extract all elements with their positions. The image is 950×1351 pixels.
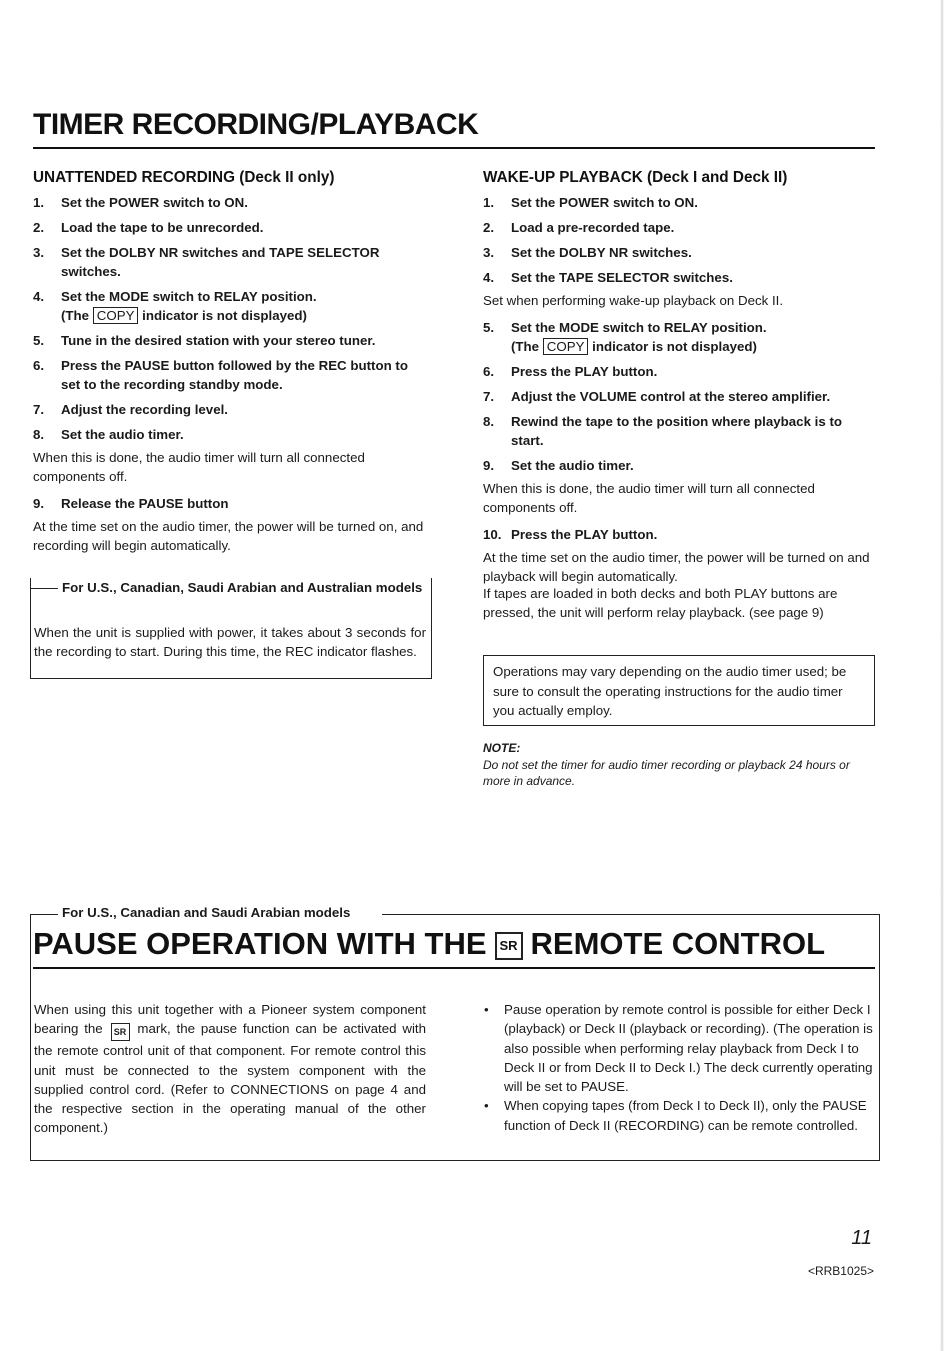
- step-text: Press the PLAY button.: [511, 364, 658, 379]
- step-text: Set the audio timer.: [511, 458, 634, 473]
- title-text-start: PAUSE OPERATION WITH THE: [33, 926, 487, 961]
- page-number: 11: [851, 1227, 872, 1249]
- step-2: [483, 218, 875, 237]
- step-1: [33, 193, 425, 212]
- section-title-rule: [33, 967, 875, 969]
- step-8: [33, 425, 425, 444]
- step-number: 9.: [33, 496, 45, 511]
- step-9: [483, 456, 875, 475]
- copy-indicator-label: COPY: [93, 307, 139, 324]
- list-item: • When copying tapes (from Deck I to Deck II), only the PAUSE function of Deck II (RECORDING) can be remote controlled.: [484, 1096, 876, 1135]
- step-number: 3.: [483, 245, 495, 260]
- step-text: Release the PAUSE button: [61, 496, 229, 511]
- title-text-end: REMOTE CONTROL: [530, 926, 826, 961]
- step-2: [33, 218, 425, 237]
- step-number: 6.: [33, 358, 45, 373]
- models-label: For U.S., Canadian and Saudi Arabian models: [62, 905, 351, 920]
- step-4: [33, 287, 425, 325]
- step-text: Press the PAUSE button followed by the REC button to set to the recording standby mode.: [61, 358, 408, 392]
- step-text: Adjust the recording level.: [61, 402, 228, 417]
- note-label: NOTE:: [483, 741, 521, 755]
- sr-mark-icon: SR: [111, 1023, 130, 1041]
- step-number: 5.: [483, 320, 495, 335]
- step-text: Set the audio timer.: [61, 427, 184, 442]
- step-5: [33, 331, 425, 350]
- step-8: [483, 412, 875, 450]
- page-title: TIMER RECORDING/PLAYBACK: [33, 108, 479, 141]
- system-remote-description: [34, 1000, 426, 1138]
- step-number: 5.: [33, 333, 45, 348]
- step-text: Set the MODE switch to RELAY position.: [61, 289, 317, 304]
- scan-edge-shadow: [940, 0, 944, 1351]
- step-text: Set the POWER switch to ON.: [511, 195, 698, 210]
- note-suffix: indicator is not displayed): [142, 308, 307, 323]
- step-text: Rewind the tape to the position where playback is to start.: [511, 414, 842, 448]
- wake-up-playback-heading: WAKE-UP PLAYBACK (Deck I and Deck II): [483, 169, 788, 186]
- step-number: 2.: [483, 220, 495, 235]
- description-text-end: mark, the pause function can be activated with the remote control unit of that component. For remote control this unit must be connected to the system component with the supplied control cord. (Refer to CONNECTIONS on page 4 and the respective section in the operating manual of the other component.): [34, 1021, 426, 1136]
- step-number: 3.: [33, 245, 45, 260]
- step-3: [33, 243, 425, 281]
- step-9-explanation: When this is done, the audio timer will turn all connected components off.: [483, 481, 815, 515]
- list-item: • Pause operation by remote control is possible for either Deck I (playback) or Deck II (playback or recording). (The operation is also possible when performing relay playback from Deck I to Deck II or from Deck II to Deck I.) The deck currently operating will be set to PAUSE.: [484, 1000, 876, 1096]
- step-number: 9.: [483, 458, 495, 473]
- wake-up-playback-section: [483, 168, 875, 630]
- description-text-start: When using this unit together with a Pioneer system component bearing the: [34, 1002, 426, 1037]
- step-7: [33, 400, 425, 419]
- step-text: Set the MODE switch to RELAY position.: [511, 320, 767, 335]
- step-number: 1.: [483, 195, 495, 210]
- step-7: [483, 387, 875, 406]
- step-number: 8.: [483, 414, 495, 429]
- pause-notes-list: [484, 1000, 876, 1135]
- step-number: 4.: [483, 270, 495, 285]
- step-number: 10.: [483, 527, 502, 542]
- note-text: Do not set the timer for audio timer recording or playback 24 hours or more in advance.: [483, 758, 850, 788]
- step-5: [483, 318, 875, 356]
- sr-remote-icon: SR: [495, 932, 523, 960]
- note-prefix: (The: [511, 339, 540, 354]
- step-10-explanation: At the time set on the audio timer, the power will be turned on and playback will begin automatically.: [483, 550, 870, 584]
- step-text: Set the DOLBY NR switches and TAPE SELECTOR switches.: [61, 245, 380, 279]
- unattended-recording-section: [33, 168, 425, 563]
- step-10: [483, 525, 875, 544]
- audio-timer-caution-text: Operations may vary depending on the audio timer used; be sure to consult the operating instructions for the audio timer you actually employ.: [493, 664, 847, 718]
- step-8-explanation: When this is done, the audio timer will turn all connected components off.: [33, 450, 365, 484]
- box-top-border: [382, 914, 879, 915]
- step-text: Load a pre-recorded tape.: [511, 220, 675, 235]
- step-number: 2.: [33, 220, 45, 235]
- copy-indicator-label: COPY: [543, 338, 589, 355]
- step-number: 6.: [483, 364, 495, 379]
- step-1: [483, 193, 875, 212]
- relay-playback-note: If tapes are loaded in both decks and both PLAY buttons are pressed, the unit will perform relay playback. (see page 9): [483, 586, 838, 620]
- step-number: 1.: [33, 195, 45, 210]
- step-number: 4.: [33, 289, 45, 304]
- step-6: [483, 362, 875, 381]
- step-number: 7.: [483, 389, 495, 404]
- title-rule: [33, 147, 875, 149]
- models-note-heading-text: For U.S., Canadian, Saudi Arabian and Australian models: [62, 580, 423, 595]
- pause-operation-title: [33, 926, 825, 962]
- step-text: Adjust the VOLUME control at the stereo amplifier.: [511, 389, 831, 404]
- step-3: [483, 243, 875, 262]
- step-text: Set the POWER switch to ON.: [61, 195, 248, 210]
- step-6: [33, 356, 425, 394]
- step-4: [483, 268, 875, 287]
- step-9-explanation: At the time set on the audio timer, the power will be turned on, and recording will begin automatically.: [33, 519, 424, 553]
- models-note-body: When the unit is supplied with power, it takes about 3 seconds for the recording to start. During this time, the REC indicator flashes.: [34, 625, 426, 659]
- note-suffix: indicator is not displayed): [592, 339, 757, 354]
- box-top-border: [30, 914, 58, 915]
- step-text: Tune in the desired station with your stereo tuner.: [61, 333, 376, 348]
- step-text: Press the PLAY button.: [511, 527, 658, 542]
- models-note-heading: [30, 578, 432, 597]
- note-prefix: (The: [61, 308, 90, 323]
- step-number: 8.: [33, 427, 45, 442]
- step-4-explanation: Set when performing wake-up playback on Deck II.: [483, 293, 784, 308]
- step-text: Set the DOLBY NR switches.: [511, 245, 692, 260]
- unattended-recording-heading: UNATTENDED RECORDING (Deck II only): [33, 169, 335, 186]
- copy-indicator-note: [511, 337, 875, 356]
- copy-indicator-note: [61, 306, 425, 325]
- step-9: [33, 494, 425, 513]
- document-code: <RRB1025>: [807, 1264, 874, 1278]
- step-text: Load the tape to be unrecorded.: [61, 220, 264, 235]
- step-text: Set the TAPE SELECTOR switches.: [511, 270, 733, 285]
- step-number: 7.: [33, 402, 45, 417]
